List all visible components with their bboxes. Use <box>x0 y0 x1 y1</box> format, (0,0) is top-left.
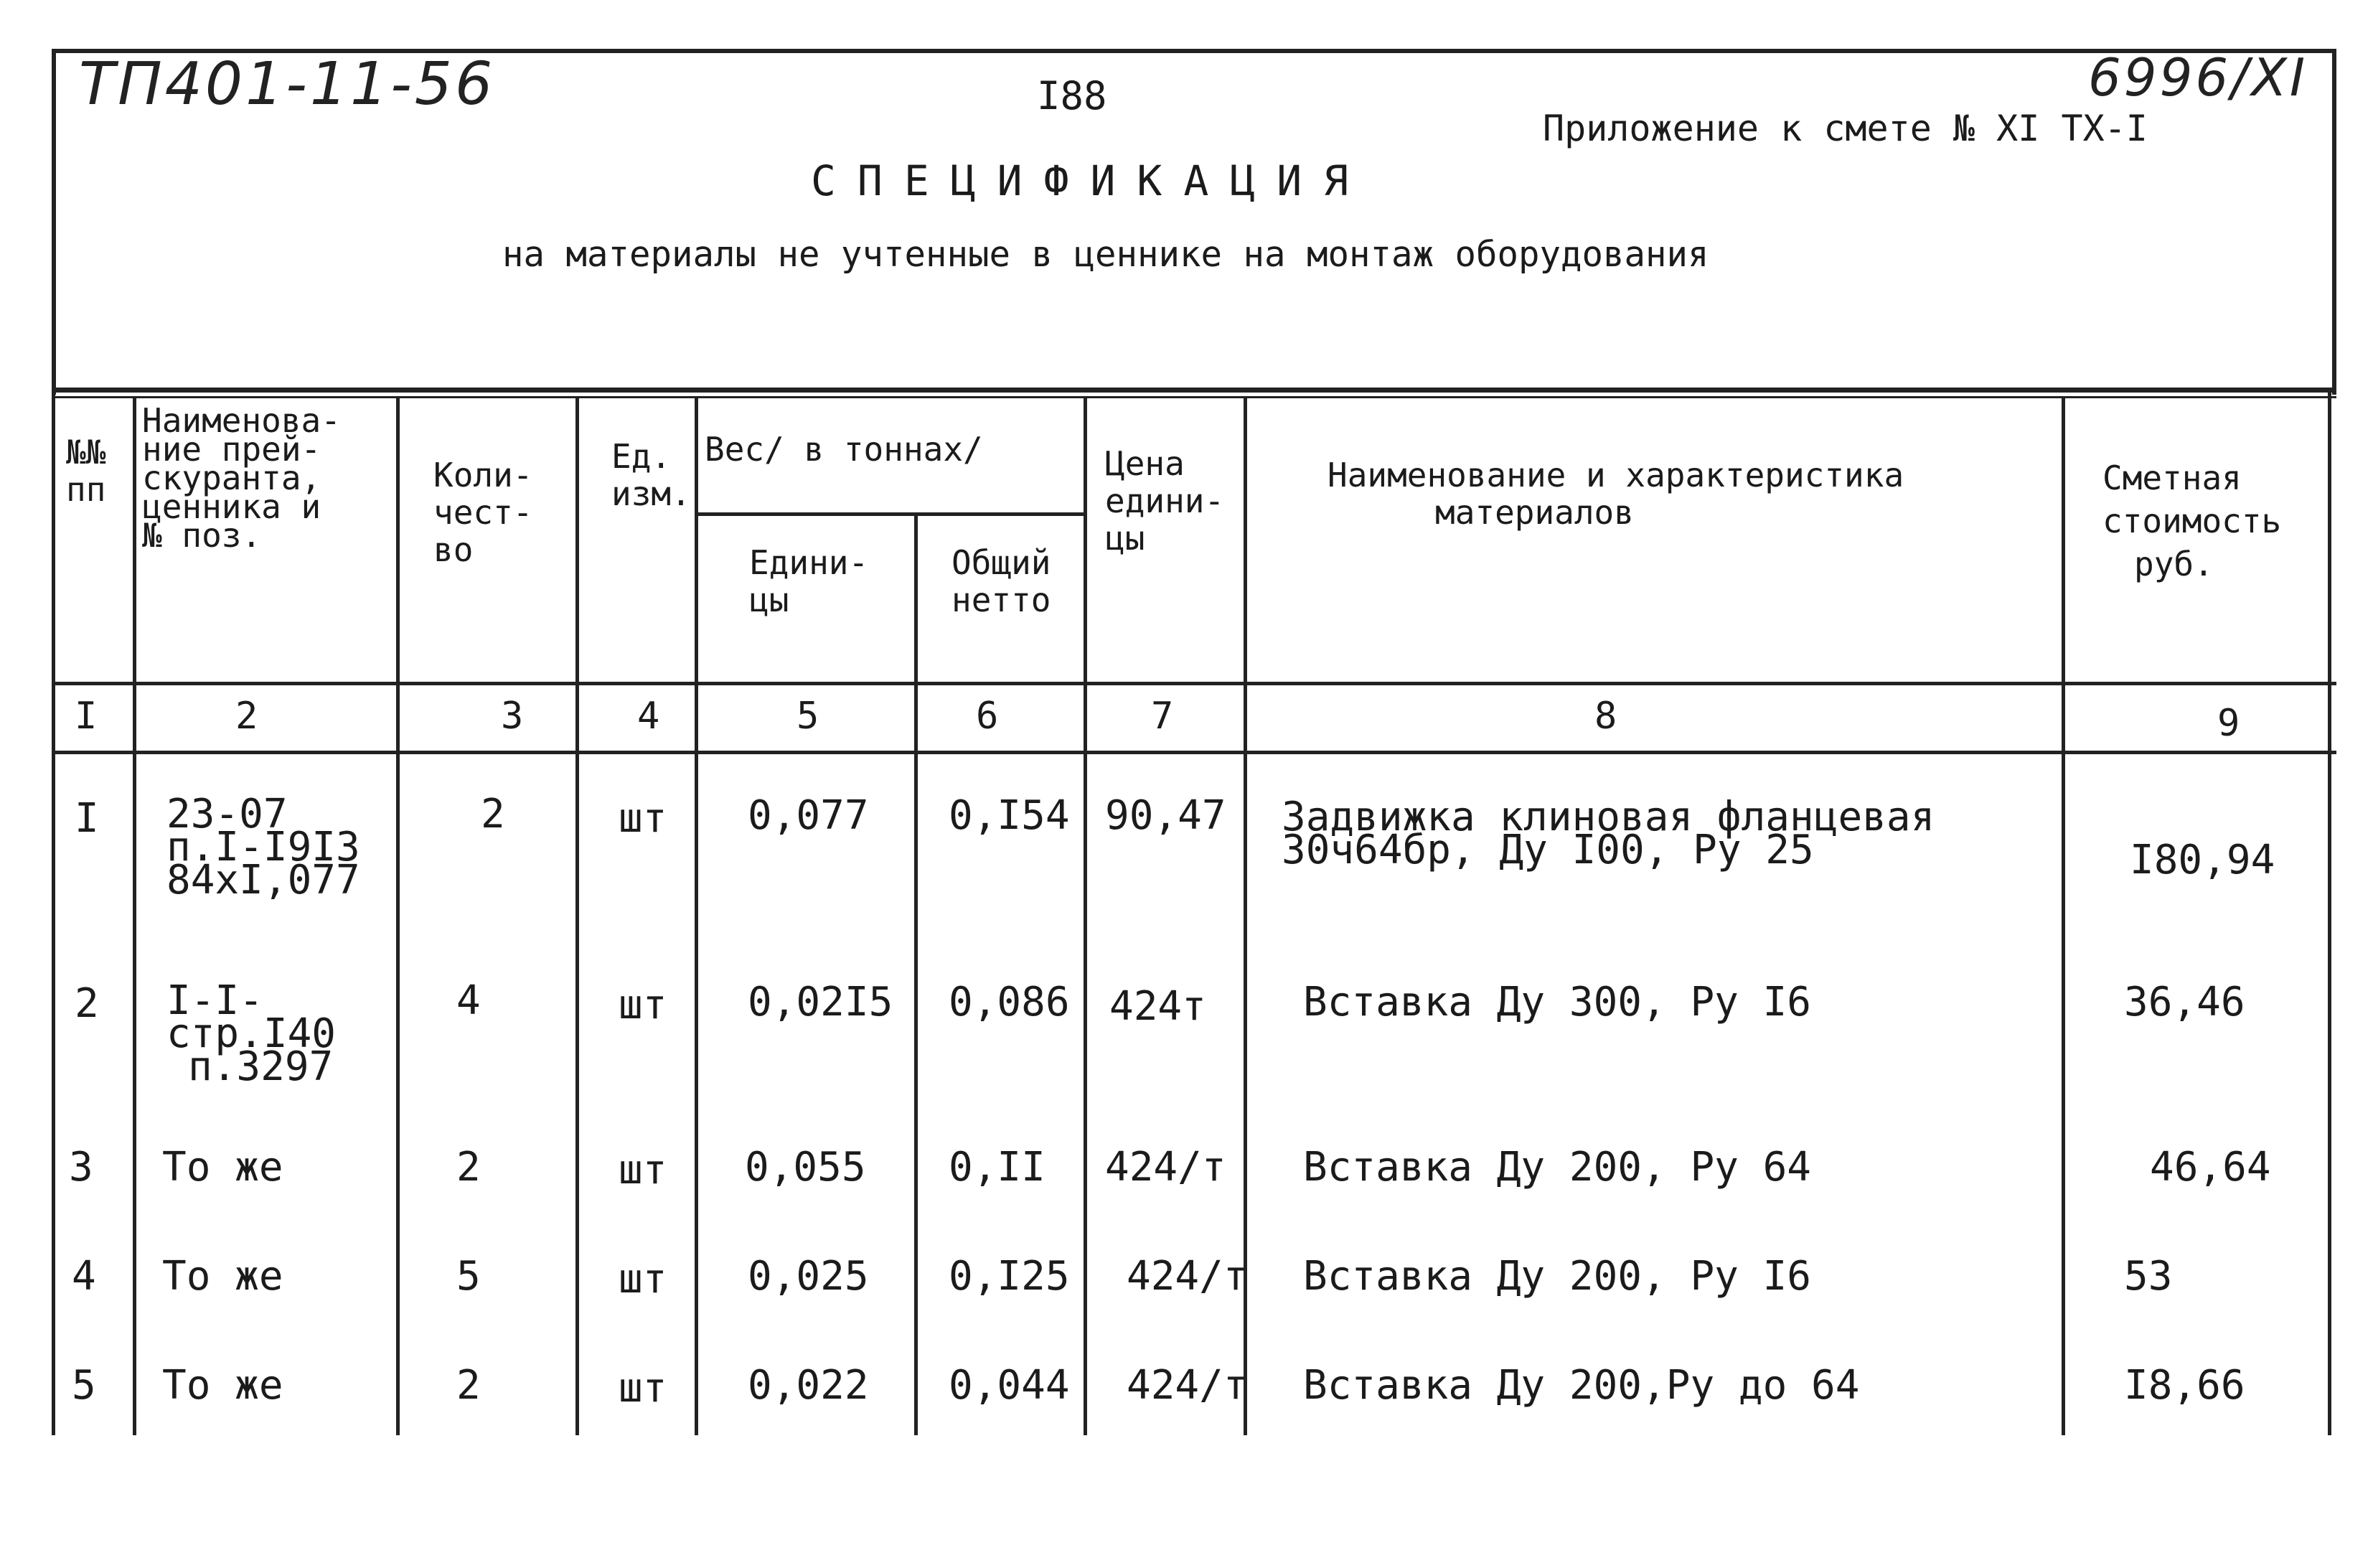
col-rule-5 <box>914 512 918 1435</box>
header-col3: Коли- чест- во <box>433 456 533 569</box>
unit-weight: 0,077 <box>748 792 869 839</box>
table-top-rule-2 <box>52 396 2336 398</box>
corner-code-right: 6996/XI <box>2088 47 2308 108</box>
unit-weight: 0,025 <box>748 1253 869 1300</box>
estimated-cost: 46,64 <box>2150 1144 2271 1191</box>
colnum-3: 3 <box>501 695 524 738</box>
row-number: 3 <box>69 1144 93 1191</box>
header-col4: Ед. изм. <box>611 437 691 513</box>
colnum-bottom-rule <box>52 751 2336 754</box>
total-weight: 0,I54 <box>949 792 1070 839</box>
total-weight: 0,086 <box>949 979 1070 1025</box>
material-description: Вставка Ду 300, Ру I6 <box>1303 979 1812 1025</box>
colnum-8: 8 <box>1594 695 1617 738</box>
unit: шт <box>619 1365 667 1412</box>
row-number: I <box>75 795 99 842</box>
material-description: Вставка Ду 200, Ру I6 <box>1303 1253 1812 1300</box>
header-col6: Общий нетто <box>951 543 1051 619</box>
colnum-5: 5 <box>797 695 819 738</box>
header-col7: Цена едини- цы <box>1105 444 1225 558</box>
row-number: 2 <box>75 980 99 1027</box>
unit-price: 424/т <box>1127 1253 1248 1300</box>
unit: шт <box>619 1147 667 1193</box>
col-rule-3 <box>575 396 579 1435</box>
appendix-note: Приложение к смете № XI ТХ-I <box>1543 108 2148 149</box>
estimated-cost: 36,46 <box>2124 979 2245 1025</box>
colnum-6: 6 <box>976 695 999 738</box>
header-col5: Едини- цы <box>749 543 869 619</box>
header-weight-group: Вес/ в тоннах/ <box>705 430 983 469</box>
quantity: 4 <box>456 977 481 1024</box>
total-weight: 0,044 <box>949 1362 1070 1409</box>
estimated-cost: 53 <box>2124 1253 2173 1300</box>
weight-group-rule <box>696 512 1086 516</box>
header-col8: Наименование и характеристика материалов <box>1328 456 1904 532</box>
quantity: 2 <box>456 1144 481 1191</box>
price-list-ref: То же <box>162 1362 283 1409</box>
total-weight: 0,I25 <box>949 1253 1070 1300</box>
colnum-1: I <box>75 695 98 738</box>
estimated-cost: I80,94 <box>2130 837 2275 883</box>
row-number: 4 <box>72 1253 96 1300</box>
material-description: Вставка Ду 200, Ру 64 <box>1303 1144 1812 1191</box>
estimated-cost: I8,66 <box>2124 1362 2245 1409</box>
col-rule-2 <box>396 396 400 1435</box>
material-description: Задвижка клиновая фланцевая 30ч64бр, Ду I00, Ру 25 <box>1282 794 1935 873</box>
total-weight: 0,II <box>949 1144 1045 1191</box>
quantity: 5 <box>456 1253 481 1300</box>
unit-price: 424/т <box>1127 1362 1248 1409</box>
header-col2: Наименова- ние прей- скуранта, ценника и № поз. <box>142 401 341 555</box>
page-number: I88 <box>1037 73 1107 118</box>
row-number: 5 <box>72 1362 96 1409</box>
unit: шт <box>619 982 667 1028</box>
table-top-rule <box>52 388 2336 393</box>
unit-price: 424/т <box>1105 1144 1226 1191</box>
price-list-ref: I-I- стр.I40 п.3297 <box>166 977 337 1090</box>
document-title: СПЕЦИФИКАЦИЯ <box>811 156 1371 205</box>
quantity: 2 <box>481 791 505 837</box>
header-col9: Сметная стоимость руб. <box>2102 459 2282 583</box>
unit-weight: 0,02I5 <box>748 979 893 1025</box>
header-bottom-rule <box>52 682 2336 685</box>
header-col1: №№ пп <box>66 433 106 509</box>
col-rule-9 <box>2328 388 2331 1435</box>
col-rule-4 <box>695 396 698 1435</box>
corner-code-left: ТП401-11-56 <box>79 50 496 118</box>
col-rule-6 <box>1084 396 1087 1435</box>
unit-price: 424т <box>1109 983 1206 1030</box>
colnum-2: 2 <box>235 695 258 738</box>
col-rule-0 <box>52 388 55 1435</box>
col-rule-8 <box>2062 396 2065 1435</box>
col-rule-1 <box>133 396 136 1435</box>
unit-weight: 0,055 <box>745 1144 866 1191</box>
price-list-ref: То же <box>162 1253 283 1300</box>
unit: шт <box>619 1256 667 1302</box>
price-list-ref: 23-07 п.I-I9I3 84xI,077 <box>166 791 360 903</box>
document-subtitle: на материалы не учтенные в ценнике на монтаж оборудования <box>502 234 1709 275</box>
unit-weight: 0,022 <box>748 1362 869 1409</box>
unit: шт <box>619 795 667 842</box>
unit-price: 90,47 <box>1105 792 1226 839</box>
quantity: 2 <box>456 1362 481 1409</box>
colnum-4: 4 <box>637 695 660 738</box>
material-description: Вставка Ду 200,Ру до 64 <box>1303 1362 1860 1409</box>
colnum-9: 9 <box>2217 702 2240 745</box>
price-list-ref: То же <box>162 1144 283 1191</box>
colnum-7: 7 <box>1151 695 1174 738</box>
